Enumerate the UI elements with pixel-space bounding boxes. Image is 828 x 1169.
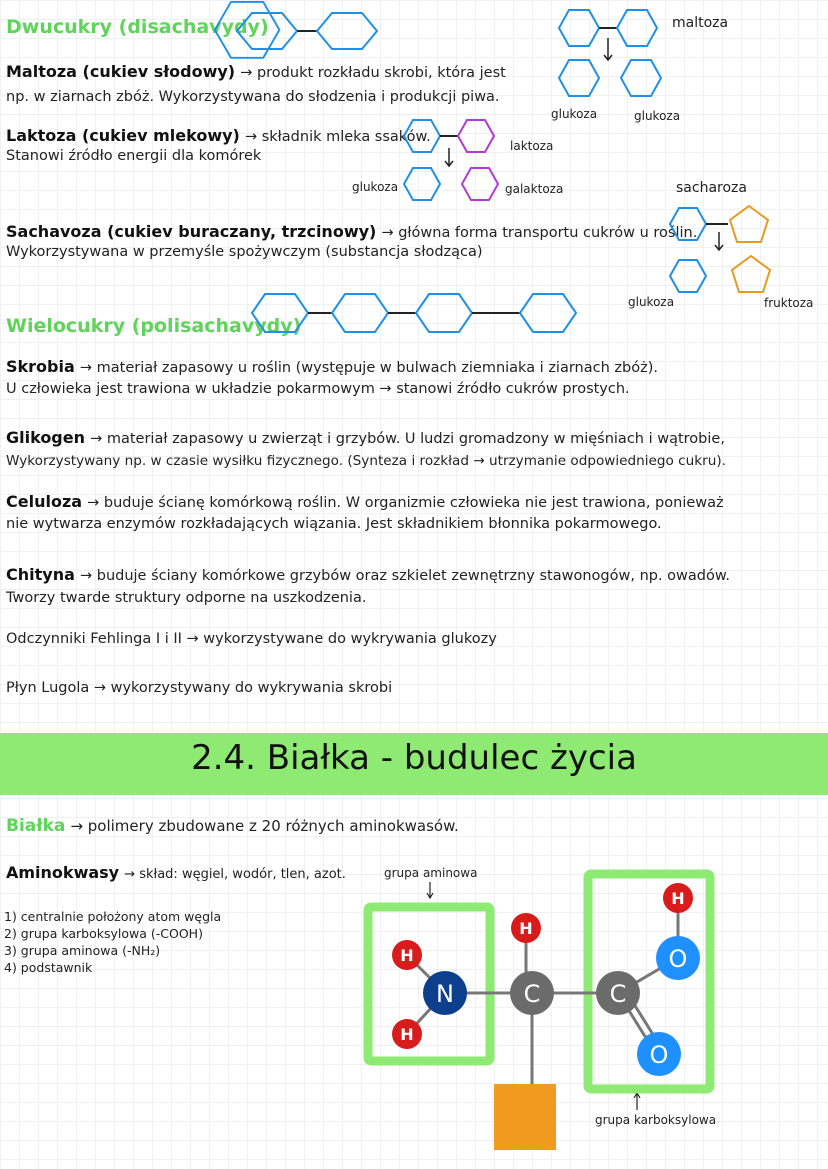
carboxyl-group-label: grupa karboksylowa [595,1113,717,1127]
fruktoza-label: fruktoza [764,296,814,310]
chityna-desc2: Tworzy twarde struktury odporne na uszkodzenia. [6,590,367,606]
lugol-text: Płyn Lugola → wykorzystywany do wykrywania skrobi [6,680,393,696]
proteins-term: Białka [6,816,66,836]
amino-acids-term: Aminokwasy [6,863,120,882]
svg-text:H: H [671,889,685,908]
carbon-atom-central [510,971,554,1015]
skrobia-desc1: → materiał zapasowy u roślin (występuje w bulwach ziemniaka i ziarnach zbóż). [79,360,658,376]
glikogen-term: Glikogen [6,428,85,447]
glukoza-label-1: glukoza [551,107,598,121]
sacharoza-desc1: → główna forma transportu cukrów u roślin. [381,225,698,241]
maltoza-term: Maltoza (cukiev słodowy) [6,62,236,81]
hydrogen-atom-3 [511,913,541,943]
list-item: 4) podstawnik [4,960,93,975]
sacharoza-label: sacharoza [676,180,747,196]
polysaccharides-heading: Wielocukry (polisachavydy) [6,315,302,337]
proteins-desc: → polimery zbudowane z 20 różnych aminokwasów. [70,817,459,835]
substituent-square [494,1084,556,1150]
hydrogen-atom-4 [663,883,693,913]
celuloza-desc2: nie wytwarza enzymów rozkładających wiązania. Jest składnikiem błonnika pokarmowego. [6,516,662,532]
svg-text:H: H [400,1025,414,1044]
carbon-atom-carboxyl [596,971,640,1015]
svg-text:O: O [649,1041,669,1069]
nitrogen-atom [423,971,467,1015]
amino-acids-desc: → skład: węgiel, wodór, tlen, azot. [124,867,346,882]
hydrogen-atom-2 [392,1019,422,1049]
list-item: 1) centralnie położony atom węgla [4,909,222,924]
chityna-term: Chityna [6,565,75,584]
laktoza-label: laktoza [510,139,554,153]
chityna-desc1: → buduje ściany komórkowe grzybów oraz szkielet zewnętrzny stawonogów, np. owadów. [79,568,731,584]
maltoza-desc1: → produkt rozkładu skrobi, która jest [240,65,506,81]
celuloza-desc1: → buduje ścianę komórkową roślin. W organizmie człowieka nie jest trawiona, ponieważ [87,495,724,511]
svg-text:C: C [609,980,627,1008]
galaktoza-label: galaktoza [505,182,564,196]
maltoza-desc2: np. w ziarnach zbóż. Wykorzystywana do słodzenia i produkcji piwa. [6,89,500,105]
section-title: 2.4. Białka - budulec życia [191,738,637,778]
svg-text:O: O [668,945,688,973]
svg-text:H: H [519,919,533,938]
skrobia-term: Skrobia [6,357,75,376]
sacharoza-desc2: Wykorzystywana w przemyśle spożywczym (substancja słodząca) [6,244,483,260]
list-item: 3) grupa aminowa (-NH₂) [4,943,161,958]
svg-text:C: C [523,980,541,1008]
glukoza-label-4: glukoza [628,295,675,309]
skrobia-desc2: U człowieka jest trawiona w układzie pokarmowym → stanowi źródło cukrów prostych. [6,381,630,397]
fehling-text: Odczynniki Fehlinga I i II → wykorzystywane do wykrywania glukozy [6,631,497,647]
glikogen-desc1: → materiał zapasowy u zwierząt i grzybów. U ludzi gromadzony w mięśniach i wątrobie, [90,431,725,447]
oxygen-atom-1 [656,936,700,980]
amino-group-label: grupa aminowa [384,866,478,880]
hydrogen-atom-1 [392,940,422,970]
glukoza-label-3: glukoza [352,180,399,194]
laktoza-term: Laktoza (cukiev mlekowy) [6,126,240,145]
laktoza-desc1: → składnik mleka ssaków. [244,129,431,145]
maltoza-label: maltoza [672,15,729,31]
glikogen-desc2: Wykorzystywany np. w czasie wysiłku fizycznego. (Synteza i rozkład → utrzymanie odpowiedniego cukru). [6,453,726,469]
svg-text:N: N [436,980,454,1008]
amino-acid-molecule [360,866,730,1156]
sacharoza-term: Sachavoza (cukiev buraczany, trzcinowy) [6,222,377,241]
celuloza-term: Celuloza [6,492,83,511]
disaccharides-heading: Dwucukry (disachavydy) [6,16,269,38]
list-item: 2) grupa karboksylowa (-COOH) [4,926,203,941]
glukoza-label-2: glukoza [634,109,681,123]
laktoza-desc2: Stanowi źródło energii dla komórek [6,148,262,164]
svg-text:H: H [400,946,414,965]
oxygen-atom-2 [637,1032,681,1076]
